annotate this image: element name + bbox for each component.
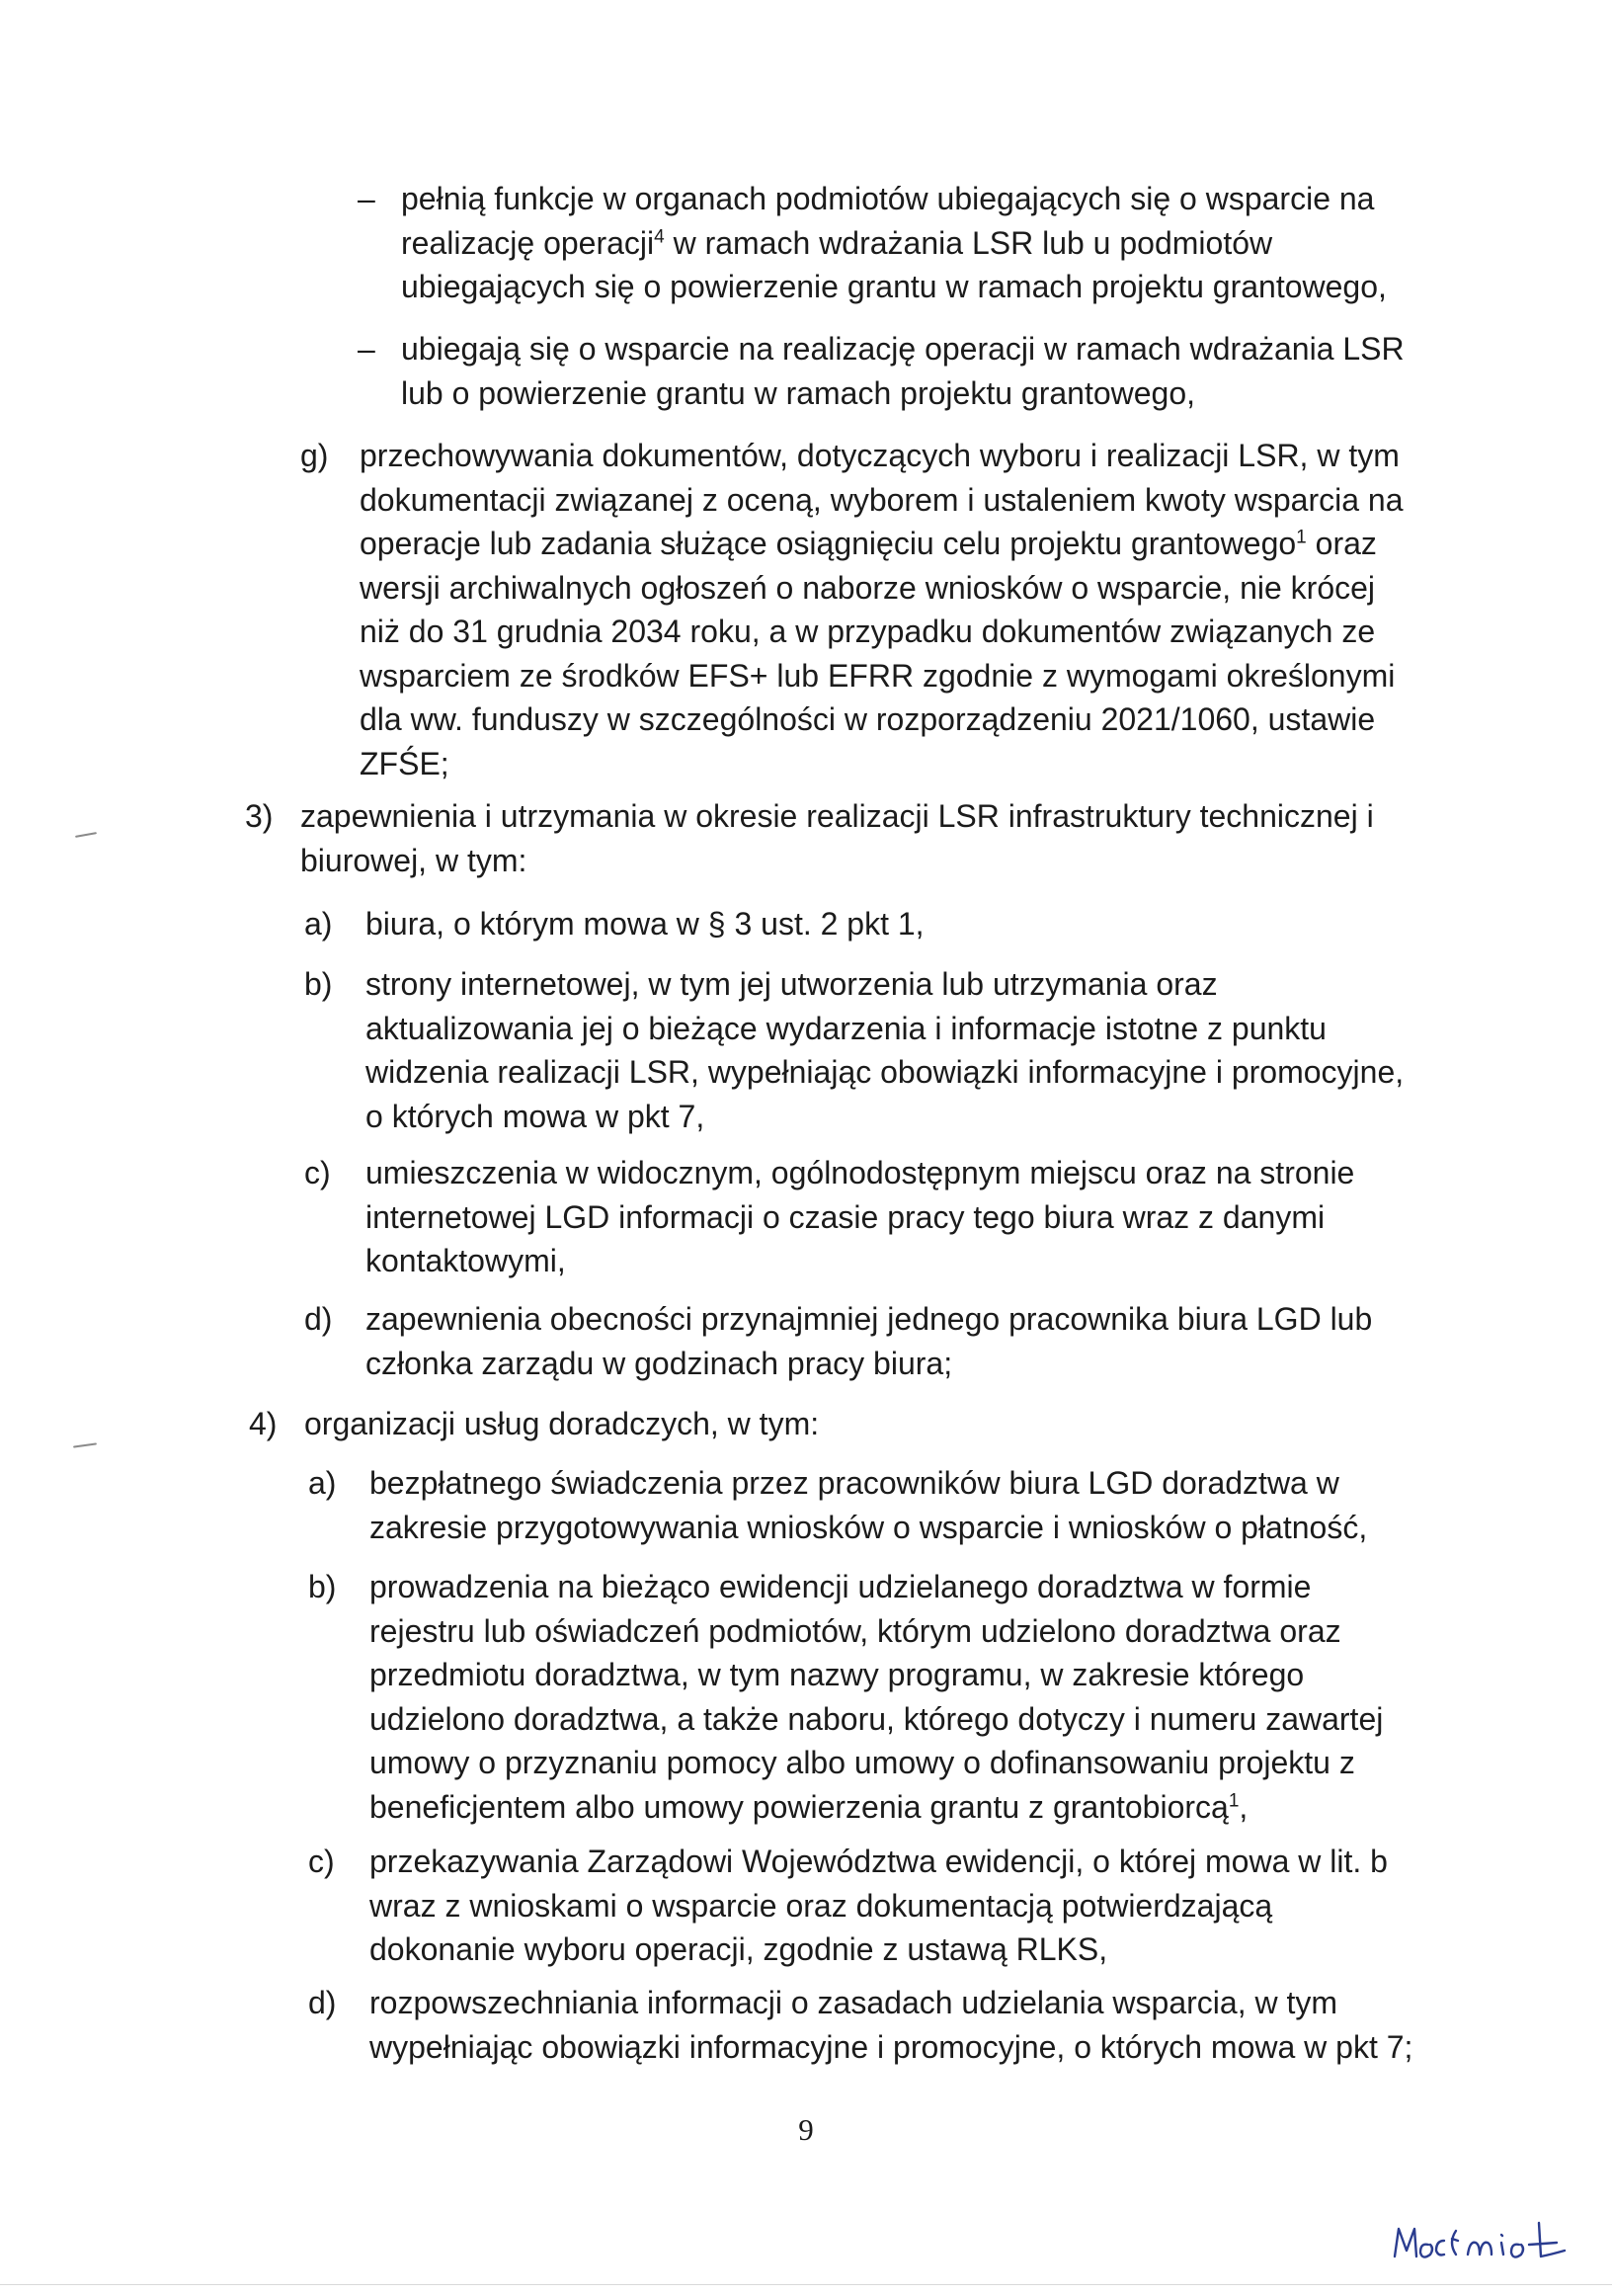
list-marker: – — [358, 331, 375, 367]
list-item-text: rozpowszechniania informacji o zasadach udzielania wsparcia, w tym wypełniając obowiązki informacyjne i promocyjne, o których mowa w pkt 7; — [369, 1985, 1413, 2065]
list-item-text: zapewnienia i utrzymania w okresie realizacji LSR infrastruktury technicznej i biurowej, w tym: — [300, 798, 1374, 878]
list-marker: 4) — [249, 1406, 278, 1441]
list-marker: b) — [308, 1569, 337, 1604]
list-item-text: strony internetowej, w tym jej utworzenia lub utrzymania oraz aktualizowania jej o bieżące wydarzenia i informacje istotne z punktu widzenia realizacji LSR, wypełniając obowiązki informacyjne i promocyjne, o których mowa w pkt 7, — [365, 966, 1405, 1134]
margin-mark — [75, 832, 97, 838]
section-4-item-a — [308, 1461, 1474, 1549]
list-marker: d) — [304, 1301, 333, 1337]
list-marker: c) — [304, 1155, 331, 1190]
list-item-g — [300, 434, 1476, 785]
list-marker: d) — [308, 1985, 337, 2020]
section-3-item-a — [304, 902, 1470, 946]
list-item-text: przechowywania dokumentów, dotyczących wyboru i realizacji LSR, w tym dokumentacji związanej z oceną, wyborem i ustaleniem kwoty wsparcia na operacje lub zadania służące osiągnięciu celu projektu grantowego$^1$ oraz wersji archiwalnych ogłoszeń o naborze wniosków o wsparcie, nie krócej niż do 31 grudnia 2034 roku, a w przypadku dokumentów związanych ze wsparciem ze środków EFS+ lub EFRR zgodnie z wymogami określonymi dla ww. funduszy w szczególności w rozporządzeniu 2021/1060, ustawie ZFŚE; — [360, 438, 1404, 781]
section-4-item-c — [308, 1840, 1474, 1972]
list-item-dash-1 — [358, 177, 1464, 309]
list-marker: a) — [304, 906, 333, 942]
list-marker: a) — [308, 1465, 337, 1501]
section-4-heading — [249, 1402, 1474, 1446]
section-3-item-c — [304, 1151, 1470, 1283]
section-4-item-b — [308, 1565, 1474, 1829]
footnote-ref: 1 — [1296, 527, 1307, 548]
list-item-text: biura, o którym mowa w § 3 ust. 2 pkt 1, — [365, 906, 925, 942]
section-3-item-b — [304, 962, 1480, 1138]
page-number: 9 — [798, 2112, 814, 2147]
margin-mark — [73, 1442, 97, 1447]
list-item-text: umieszczenia w widocznym, ogólnodostępnym miejscu oraz na stronie internetowej LGD informacji o czasie pracy tego biura wraz z danymi kontaktowymi, — [365, 1155, 1355, 1278]
list-marker: – — [358, 181, 375, 216]
list-item-text: prowadzenia na bieżąco ewidencji udzielanego doradztwa w formie rejestru lub oświadczeń podmiotów, którym udzielono doradztwa oraz przedmiotu doradztwa, w tym nazwy programu, w zakresie którego udzielono doradztwa, a także naboru, którego dotyczy i numeru zawartej umowy o przyznaniu pomocy albo umowy o dofinansowaniu projektu z beneficjentem albo umowy powierzenia grantu z grantobiorcą$^1$, — [369, 1569, 1384, 1825]
footnote-ref: 4 — [654, 225, 665, 247]
list-item-dash-2 — [358, 327, 1464, 415]
list-item-text: ubiegają się o wsparcie na realizację operacji w ramach wdrażania LSR lub o powierzenie grantu w ramach projektu grantowego, — [401, 331, 1405, 411]
section-3-heading — [245, 794, 1480, 882]
list-marker: c) — [308, 1844, 335, 1879]
section-3-item-d — [304, 1297, 1470, 1385]
list-marker: b) — [304, 966, 333, 1002]
list-item-text: pełnią funkcje w organach podmiotów ubiegających się o wsparcie na realizację operacji$^4$ w ramach wdrażania LSR lub u podmiotów ubiegających się o powierzenie grantu w ramach projektu grantowego, — [401, 181, 1387, 304]
list-item-text: przekazywania Zarządowi Województwa ewidencji, o której mowa w lit. b wraz z wnioskami o wsparcie oraz dokumentacją potwierdzającą dokonanie wyboru operacji, zgodnie z ustawą RLKS, — [369, 1844, 1388, 1967]
list-item-text: bezpłatnego świadczenia przez pracowników biura LGD doradztwa w zakresie przygotowywania wniosków o wsparcie i wniosków o płatność, — [369, 1465, 1368, 1545]
section-4-item-d — [308, 1981, 1493, 2069]
footnote-ref: 1 — [1228, 1789, 1240, 1811]
list-marker: g) — [300, 438, 329, 473]
list-item-text: zapewnienia obecności przynajmniej jednego pracownika biura LGD lub członka zarządu w godzinach pracy biura; — [365, 1301, 1373, 1381]
list-marker: 3) — [245, 798, 274, 834]
signature-image — [1391, 2219, 1588, 2268]
scan-edge-line — [0, 2284, 1612, 2285]
list-item-text: organizacji usług doradczych, w tym: — [304, 1406, 820, 1441]
